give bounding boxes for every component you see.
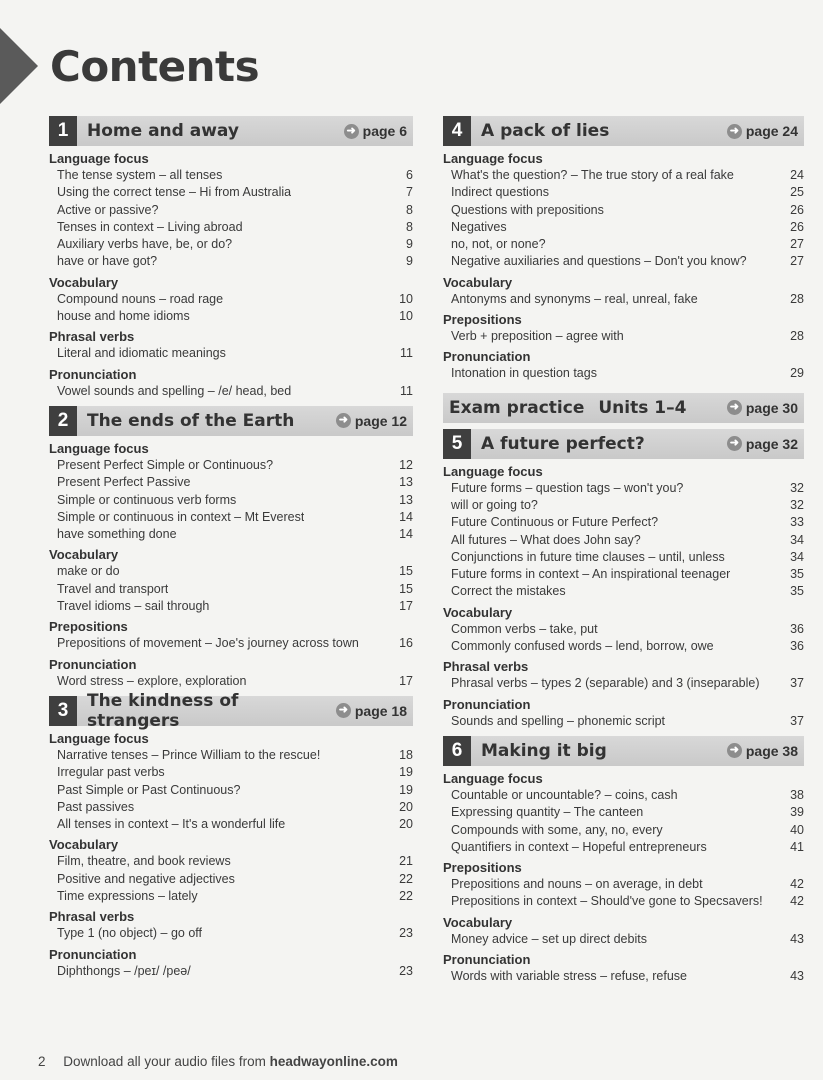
entry-page-number: 13 <box>399 492 413 507</box>
contents-entry[interactable] <box>443 480 804 497</box>
entry-text: Time expressions – lately <box>57 889 198 904</box>
contents-entry[interactable] <box>49 345 413 362</box>
unit-number: 2 <box>49 406 77 436</box>
contents-entry[interactable] <box>49 219 413 236</box>
unit-header[interactable] <box>49 690 413 731</box>
entry-page-number: 32 <box>790 480 804 495</box>
contents-entry[interactable] <box>49 963 413 980</box>
contents-entry[interactable] <box>49 526 413 543</box>
entry-page-number: 22 <box>399 889 413 904</box>
contents-entry[interactable] <box>443 291 804 308</box>
entry-text: Travel and transport <box>57 581 169 596</box>
contents-entry[interactable] <box>443 497 804 514</box>
contents-entry[interactable] <box>49 673 413 690</box>
entry-text: Compound nouns – road rage <box>57 291 224 306</box>
entry-text: Verb + preposition – agree with <box>451 329 624 344</box>
exam-units: Units 1–4 <box>598 397 687 418</box>
right-column <box>443 116 804 991</box>
section-heading: Language focus <box>49 151 149 166</box>
entry-text: Travel idioms – sail through <box>57 599 210 614</box>
unit-page-label: page 24 <box>745 123 798 139</box>
exam-practice-block <box>443 393 804 423</box>
entry-page-number: 11 <box>400 383 413 398</box>
entry-text: Intonation in question tags <box>451 366 597 381</box>
entry-page-number: 26 <box>790 202 804 217</box>
contents-entry[interactable] <box>443 787 804 804</box>
contents-entry[interactable] <box>49 167 413 184</box>
contents-entry[interactable] <box>443 532 804 549</box>
contents-entry[interactable] <box>443 675 804 692</box>
contents-entry[interactable] <box>49 925 413 942</box>
entry-page-number: 37 <box>790 713 804 728</box>
contents-entry[interactable] <box>49 202 413 219</box>
exam-title <box>443 398 727 418</box>
entry-page-number: 11 <box>400 346 413 361</box>
section-heading: Pronunciation <box>49 366 137 382</box>
entry-page-number: 12 <box>399 457 413 472</box>
entry-page-number: 27 <box>790 237 804 252</box>
contents-entry[interactable] <box>49 747 413 764</box>
section-heading: Language focus <box>443 770 543 786</box>
unit-header[interactable] <box>443 116 804 146</box>
entry-page-number: 35 <box>790 584 804 599</box>
entry-text: Simple or continuous verb forms <box>57 492 237 507</box>
entry-text: Narrative tenses – Prince William to the rescue! <box>57 747 321 762</box>
contents-entry[interactable] <box>49 474 413 491</box>
contents-entry[interactable] <box>443 219 804 236</box>
entry-page-number: 32 <box>790 497 804 512</box>
contents-entry[interactable] <box>443 638 804 655</box>
entry-text: Diphthongs – /peɪ/ /peə/ <box>57 963 191 978</box>
entry-page-number: 34 <box>790 549 804 564</box>
contents-entry[interactable] <box>443 184 804 201</box>
entry-text: Conjunctions in future time clauses – until, unless <box>451 549 725 564</box>
entry-text: Positive and negative adjectives <box>57 871 235 886</box>
unit-title: Home and away <box>87 121 239 141</box>
section-heading: Vocabulary <box>49 547 119 563</box>
section-heading: Phrasal verbs <box>49 329 135 345</box>
unit-title: A pack of lies <box>481 121 610 141</box>
entry-text: The tense system – all tenses <box>57 168 223 182</box>
entry-text: Using the correct tense – Hi from Australia <box>57 185 292 200</box>
exam-page-label: page 30 <box>745 399 798 416</box>
entry-page-number: 9 <box>406 237 413 252</box>
entry-text: Past Simple or Past Continuous? <box>57 782 241 797</box>
section-heading: Prepositions <box>443 312 522 328</box>
entry-text: Past passives <box>57 799 135 814</box>
contents-entry[interactable] <box>49 871 413 888</box>
page-title: Contents <box>50 42 260 91</box>
section-heading: Language focus <box>49 440 149 456</box>
unit-block <box>443 736 804 985</box>
arrow-right-circle-icon: ➜ <box>344 124 359 139</box>
section-heading: Language focus <box>443 151 543 166</box>
contents-entry[interactable] <box>49 236 413 253</box>
entry-page-number: 23 <box>399 963 413 978</box>
entry-text: Type 1 (no object) – go off <box>57 926 203 941</box>
entry-page-number: 20 <box>399 799 413 814</box>
contents-entry[interactable] <box>49 383 413 400</box>
contents-entry[interactable] <box>49 563 413 580</box>
unit-number: 5 <box>443 429 471 459</box>
entry-text: Indirect questions <box>451 185 549 200</box>
entry-page-number: 9 <box>406 254 413 269</box>
contents-entry[interactable] <box>49 764 413 781</box>
unit-number: 1 <box>49 116 77 146</box>
section-heading: Vocabulary <box>49 837 119 853</box>
unit-block <box>49 116 413 400</box>
entry-page-number: 7 <box>406 185 413 200</box>
entry-page-number: 17 <box>399 673 413 688</box>
entry-text: Commonly confused words – lend, borrow, owe <box>451 639 714 654</box>
contents-entry[interactable] <box>49 853 413 870</box>
entry-page-number: 38 <box>790 787 804 802</box>
exam-page-link[interactable] <box>727 400 804 416</box>
unit-block <box>443 429 804 730</box>
arrow-right-circle-icon: ➜ <box>727 400 742 415</box>
unit-number: 4 <box>443 116 471 146</box>
contents-entry[interactable] <box>443 328 804 345</box>
contents-entry[interactable] <box>49 799 413 816</box>
entry-page-number: 36 <box>790 639 804 654</box>
unit-number: 3 <box>49 696 77 726</box>
entry-page-number: 29 <box>790 366 804 381</box>
entry-page-number: 17 <box>399 599 413 614</box>
entry-text: Literal and idiomatic meanings <box>57 346 226 361</box>
section-heading: Pronunciation <box>443 349 531 365</box>
entry-text: Prepositions and nouns – on average, in debt <box>451 877 703 892</box>
entry-page-number: 22 <box>399 871 413 886</box>
contents-entry[interactable] <box>443 968 804 985</box>
arrow-right-circle-icon: ➜ <box>727 743 742 758</box>
section-heading: Pronunciation <box>49 656 137 672</box>
entry-text: Future forms – question tags – won't you? <box>451 480 684 495</box>
entry-text: Film, theatre, and book reviews <box>57 854 231 869</box>
unit-page-link[interactable] <box>336 413 413 429</box>
contents-entry[interactable] <box>443 713 804 730</box>
entry-page-number: 28 <box>790 291 804 306</box>
entry-page-number: 6 <box>406 168 413 182</box>
entry-text: Present Perfect Passive <box>57 475 191 490</box>
entry-page-number: 42 <box>790 877 804 892</box>
entry-text: Vowel sounds and spelling – /e/ head, bed <box>57 383 292 398</box>
entry-page-number: 25 <box>790 185 804 200</box>
section-heading: Pronunciation <box>443 952 531 968</box>
contents-entry[interactable] <box>49 598 413 615</box>
section-heading: Vocabulary <box>443 914 513 930</box>
entry-page-number: 14 <box>399 509 413 524</box>
entry-text: Quantifiers in context – Hopeful entrepreneurs <box>451 839 707 854</box>
section-heading: Vocabulary <box>49 274 119 290</box>
entry-text: house and home idioms <box>57 309 190 324</box>
exam-practice-header[interactable] <box>443 393 804 423</box>
entry-page-number: 20 <box>399 817 413 832</box>
contents-entry[interactable] <box>443 236 804 253</box>
unit-header[interactable] <box>49 116 413 146</box>
contents-entry[interactable] <box>49 291 413 308</box>
entry-text: Expressing quantity – The canteen <box>451 805 644 820</box>
entry-page-number: 40 <box>790 822 804 837</box>
contents-entry[interactable] <box>443 202 804 219</box>
entry-text: Auxiliary verbs have, be, or do? <box>57 237 233 252</box>
contents-entry[interactable] <box>443 583 804 600</box>
section-heading: Phrasal verbs <box>49 909 135 925</box>
section-heading: Prepositions <box>443 860 522 876</box>
entry-text: will or going to? <box>451 497 538 512</box>
contents-entry[interactable] <box>49 888 413 905</box>
contents-entry[interactable] <box>443 621 804 638</box>
entry-page-number: 28 <box>790 329 804 344</box>
contents-entry[interactable] <box>443 876 804 893</box>
section-heading: Prepositions <box>49 619 128 635</box>
footer-page-number: 2 <box>38 1054 46 1069</box>
unit-title: The ends of the Earth <box>87 410 295 431</box>
entry-text: Negatives <box>451 219 507 234</box>
entry-page-number: 33 <box>790 515 804 530</box>
arrow-right-circle-icon: ➜ <box>336 413 351 428</box>
entry-page-number: 27 <box>790 254 804 269</box>
entry-text: Future Continuous or Future Perfect? <box>451 515 659 530</box>
section-heading: Pronunciation <box>443 696 531 712</box>
entry-text: Antonyms and synonyms – real, unreal, fake <box>451 291 698 306</box>
entry-text: Correct the mistakes <box>451 584 566 599</box>
entry-page-number: 41 <box>790 839 804 854</box>
entry-text: have something done <box>57 527 177 542</box>
contents-entry[interactable] <box>443 253 804 270</box>
contents-entry[interactable] <box>49 457 413 474</box>
contents-entry[interactable] <box>49 635 413 652</box>
entry-page-number: 36 <box>790 621 804 636</box>
unit-page-label: page 12 <box>354 412 407 429</box>
entry-text: Irregular past verbs <box>57 765 165 780</box>
section-heading: Vocabulary <box>443 604 513 620</box>
contents-entry[interactable] <box>443 549 804 566</box>
unit-page-link[interactable] <box>727 123 804 139</box>
entry-page-number: 23 <box>399 926 413 941</box>
footer-text: Download all your audio files from <box>63 1054 270 1069</box>
contents-entry[interactable] <box>443 514 804 531</box>
section-heading: Vocabulary <box>443 274 513 290</box>
unit-page-link[interactable] <box>336 703 413 719</box>
arrow-right-circle-icon: ➜ <box>727 124 742 139</box>
unit-title: A future perfect? <box>481 433 645 454</box>
section-heading: Pronunciation <box>49 946 137 962</box>
entry-text: Present Perfect Simple or Continuous? <box>57 457 274 472</box>
entry-text: Compounds with some, any, no, every <box>451 822 663 837</box>
arrow-right-circle-icon: ➜ <box>336 703 351 718</box>
entry-text: Future forms in context – An inspirational teenager <box>451 567 731 582</box>
entry-text: Active or passive? <box>57 202 159 217</box>
entry-page-number: 21 <box>399 854 413 869</box>
entry-page-number: 37 <box>790 676 804 691</box>
entry-text: Simple or continuous in context – Mt Everest <box>57 509 305 524</box>
arrow-right-circle-icon: ➜ <box>727 436 742 451</box>
entry-page-number: 10 <box>399 291 413 306</box>
entry-page-number: 43 <box>790 931 804 946</box>
entry-text: All futures – What does John say? <box>451 532 641 547</box>
section-heading: Language focus <box>49 730 149 746</box>
entry-page-number: 15 <box>399 581 413 596</box>
contents-entry[interactable] <box>49 184 413 201</box>
unit-header[interactable] <box>49 406 413 436</box>
entry-page-number: 34 <box>790 532 804 547</box>
entry-page-number: 8 <box>406 219 413 234</box>
entry-page-number: 26 <box>790 219 804 234</box>
entry-page-number: 14 <box>399 527 413 542</box>
section-heading: Phrasal verbs <box>443 659 529 675</box>
entry-text: Phrasal verbs – types 2 (separable) and 3 (inseparable) <box>451 676 760 691</box>
entry-page-number: 19 <box>399 765 413 780</box>
entry-text: All tenses in context – It's a wonderful life <box>57 817 286 832</box>
contents-entry[interactable] <box>49 492 413 509</box>
entry-text: Prepositions in context – Should've gone to Specsavers! <box>451 894 763 909</box>
contents-entry[interactable] <box>49 308 413 325</box>
left-column <box>49 116 413 986</box>
unit-page-link[interactable] <box>727 743 804 759</box>
entry-text: Countable or uncountable? – coins, cash <box>451 787 678 802</box>
unit-page-link[interactable] <box>344 123 413 139</box>
entry-page-number: 43 <box>790 969 804 984</box>
footer <box>38 1054 398 1069</box>
footer-site-link[interactable]: headwayonline.com <box>269 1054 398 1069</box>
contents-entry[interactable] <box>443 931 804 948</box>
unit-block <box>443 116 804 383</box>
entry-text: Tenses in context – Living abroad <box>57 219 243 234</box>
entry-text: no, not, or none? <box>451 237 546 252</box>
unit-header[interactable] <box>443 736 804 766</box>
unit-block <box>49 406 413 690</box>
unit-number: 6 <box>443 736 471 766</box>
entry-text: Negative auxiliaries and questions – Don't you know? <box>451 254 747 269</box>
unit-page-label: page 18 <box>354 702 407 719</box>
contents-entry[interactable] <box>49 253 413 270</box>
entry-text: Prepositions of movement – Joe's journey across town <box>57 636 359 651</box>
contents-entry[interactable] <box>443 804 804 821</box>
contents-entry[interactable] <box>443 365 804 382</box>
entry-page-number: 13 <box>399 475 413 490</box>
corner-triangle-decoration <box>0 28 38 104</box>
unit-page-label: page 6 <box>362 123 407 139</box>
exam-title-text: Exam practice <box>449 397 585 418</box>
entry-text: make or do <box>57 564 120 579</box>
unit-page-label: page 38 <box>745 742 798 759</box>
contents-entry[interactable] <box>49 816 413 833</box>
contents-entry[interactable] <box>49 509 413 526</box>
contents-entry[interactable] <box>49 782 413 799</box>
entry-page-number: 39 <box>790 805 804 820</box>
entry-text: Common verbs – take, put <box>451 621 598 636</box>
unit-title: Making it big <box>481 740 607 761</box>
entry-page-number: 15 <box>399 564 413 579</box>
entry-page-number: 18 <box>399 747 413 762</box>
contents-entry[interactable] <box>443 167 804 184</box>
entry-page-number: 42 <box>790 894 804 909</box>
contents-entry[interactable] <box>443 839 804 856</box>
unit-title: The kindness of strangers <box>87 690 239 731</box>
entry-page-number: 10 <box>399 309 413 324</box>
entry-page-number: 24 <box>790 168 804 182</box>
contents-entry[interactable] <box>443 893 804 910</box>
entry-page-number: 8 <box>406 202 413 217</box>
entry-text: Sounds and spelling – phonemic script <box>451 713 666 728</box>
entry-text: Questions with prepositions <box>451 202 604 217</box>
entry-page-number: 35 <box>790 567 804 582</box>
section-heading: Language focus <box>443 463 543 479</box>
unit-header[interactable] <box>443 429 804 459</box>
entry-page-number: 19 <box>399 782 413 797</box>
contents-entry[interactable] <box>443 822 804 839</box>
contents-entry[interactable] <box>443 566 804 583</box>
entry-text: Word stress – explore, exploration <box>57 673 247 688</box>
entry-text: Money advice – set up direct debits <box>451 931 647 946</box>
entry-text: Words with variable stress – refuse, refuse <box>451 969 687 984</box>
entry-text: have or have got? <box>57 254 158 269</box>
entry-page-number: 16 <box>399 636 413 651</box>
unit-page-label: page 32 <box>745 435 798 452</box>
contents-entry[interactable] <box>49 581 413 598</box>
unit-block <box>49 690 413 980</box>
entry-text: What's the question? – The true story of a real fake <box>451 168 734 182</box>
unit-page-link[interactable] <box>727 436 804 452</box>
